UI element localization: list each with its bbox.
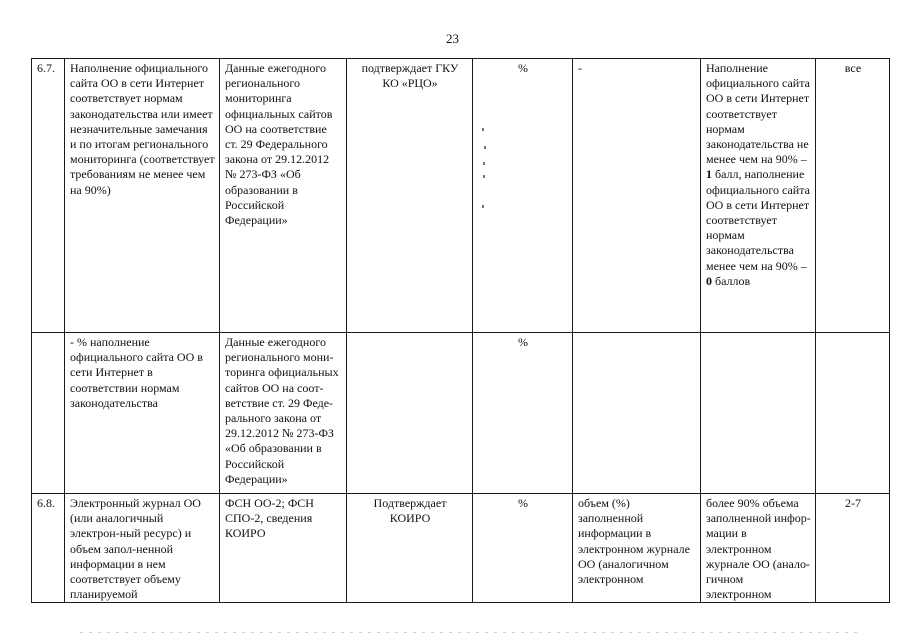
- criteria-text: баллов: [712, 273, 751, 288]
- scan-speck: [482, 128, 484, 131]
- row-number: 6.8.: [32, 494, 65, 603]
- scan-speck: [484, 146, 486, 149]
- criteria-cell: [701, 59, 816, 333]
- row-number: [32, 333, 65, 494]
- indicator-cell: Наполнение официального сайта ОО в сети Интернет соответствует нормам законодательства или имеет незначительные замечания и по итогам регионального мониторинга (соответствует требованиям не менее чем на 90%): [65, 59, 220, 333]
- criteria-score-one: 1: [706, 167, 712, 182]
- scan-speck: [483, 175, 485, 178]
- confirmation-cell: Подтверждает КОИРО: [347, 494, 473, 603]
- criteria-cell: более 90% объема заполненной инфор-мации в электронном журнале ОО (анало-гичном электронном: [701, 494, 816, 603]
- table-row: [32, 494, 890, 603]
- unit-cell: %: [473, 59, 573, 333]
- scan-speck: [483, 162, 485, 165]
- confirmation-cell: [347, 333, 473, 494]
- confirmation-cell: подтверждает ГКУ КО «РЦО»: [347, 59, 473, 333]
- unit-cell: %: [473, 494, 573, 603]
- method-cell: [573, 333, 701, 494]
- scan-speck: [482, 205, 484, 208]
- indicator-cell: Электронный журнал ОО (или аналогичный электрон-ный ресурс) и объем запол-ненной информации в нем соответствует объему планируемой: [65, 494, 220, 603]
- row-number: 6.7.: [32, 59, 65, 333]
- indicators-table: [31, 58, 890, 603]
- source-cell: Данные ежегодного регионального мони-торинга официальных сайтов ОО на соот-ветствие ст. 29 Феде-рального закона от 29.12.2012 № 273-ФЗ «Об образовании в Российской Федерации»: [220, 333, 347, 494]
- page-number: 23: [446, 31, 459, 46]
- source-cell: Данные ежегодного регионального мониторинга официальных сайтов ОО на соответствие ст. 29 Федерального закона от 29.12.2012 № 273-ФЗ «Об образовании в Российской Федерации»: [220, 59, 347, 333]
- criteria-text: Наполнение официального сайта ОО в сети Интернет соответствует нормам законодательства не менее чем на 90% –: [706, 61, 810, 167]
- table-row: [32, 59, 890, 333]
- scope-cell: все: [816, 59, 890, 333]
- scan-artifact-line: [80, 632, 860, 633]
- table-row: [32, 333, 890, 494]
- scope-cell: 2-7: [816, 494, 890, 603]
- indicator-cell: - % наполнение официального сайта ОО в сети Интернет в соответствии нормам законодательства: [65, 333, 220, 494]
- source-cell: ФСН ОО-2; ФСН СПО-2, сведения КОИРО: [220, 494, 347, 603]
- method-cell: -: [573, 59, 701, 333]
- criteria-score-zero: 0: [706, 273, 712, 288]
- unit-cell: %: [473, 333, 573, 494]
- criteria-text: балл, наполнение официального сайта ОО в сети Интернет соответствует нормам законодательства менее чем на 90% –: [706, 167, 810, 273]
- criteria-cell: [701, 333, 816, 494]
- method-cell: объем (%) заполненной информации в электронном журнале ОО (аналогичном электронном: [573, 494, 701, 603]
- scope-cell: [816, 333, 890, 494]
